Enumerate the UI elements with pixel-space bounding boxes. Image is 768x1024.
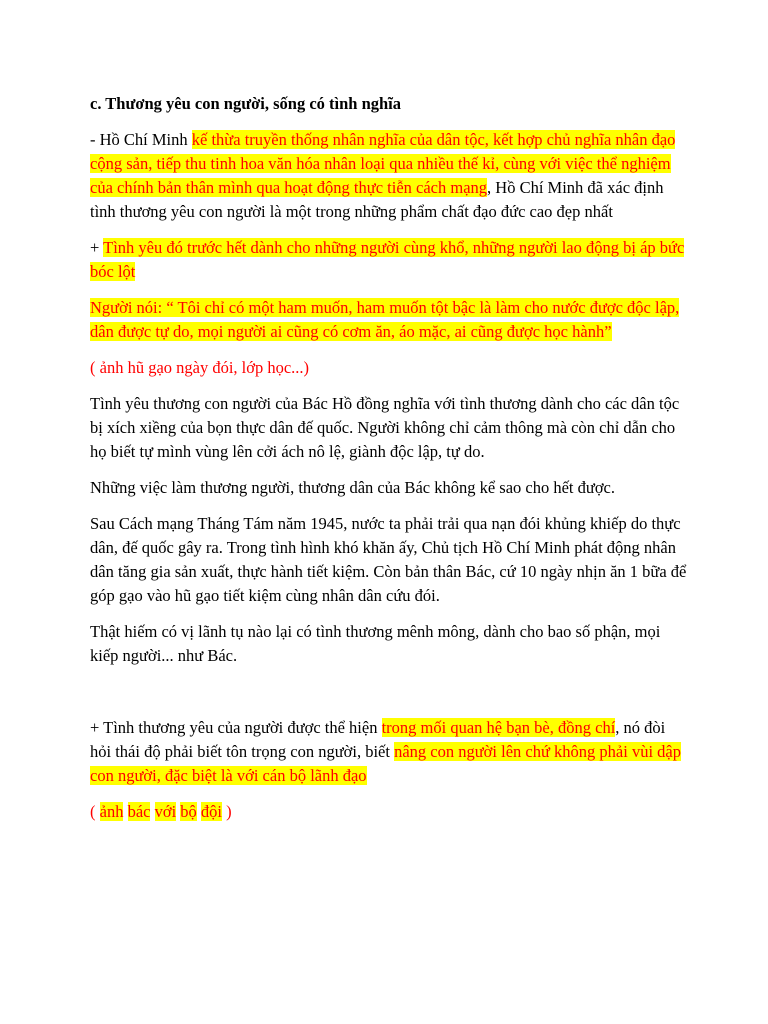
paragraph-7: Sau Cách mạng Tháng Tám năm 1945, nước ta phải trải qua nạn đói khủng khiếp do thực dân, đế quốc gây ra. Trong tình hình khó khăn ấy, Chủ tịch Hồ Chí Minh phát động nhân dân tăng gia sản xuất, thực hành tiết kiệm. Còn bản thân Bác, cứ 10 ngày nhịn ăn 1 bữa để góp gạo vào hũ gạo tiết kiệm cùng nhân dân cứu đói. <box>90 514 687 605</box>
image-note-2-word-5: đội <box>200 802 223 821</box>
image-note-2-word-4: bộ <box>180 802 197 821</box>
paragraph-1-lead: - Hồ Chí Minh <box>90 130 192 149</box>
image-note-2-word-2: bác <box>127 802 151 821</box>
image-note-2-close: ) <box>222 802 232 821</box>
paragraph-9-highlight-1: trong mối quan hệ bạn bè, đồng chí <box>381 718 616 737</box>
image-note-2-open: ( <box>90 802 100 821</box>
paragraph-6: Những việc làm thương người, thương dân của Bác không kể sao cho hết được. <box>90 478 616 497</box>
paragraph-2 <box>90 236 690 284</box>
document-body <box>90 92 690 836</box>
paragraph-1-rest: , Hồ Chí Minh đã xác định tình thương yêu con người là một trong những phẩm chất đạo đức cao đẹp nhất <box>90 178 664 221</box>
paragraph-2-lead: + <box>90 238 104 257</box>
paragraph-8: Thật hiếm có vị lãnh tụ nào lại có tình thương mênh mông, dành cho bao số phận, mọi kiếp người... như Bác. <box>90 622 661 665</box>
paragraph-1 <box>90 128 690 224</box>
paragraph-9-lead: + Tình thương yêu của người được thể hiện <box>90 718 382 737</box>
paragraph-5: Tình yêu thương con người của Bác Hồ đồng nghĩa với tình thương dành cho các dân tộc bị xích xiềng của bọn thực dân đế quốc. Người không chỉ cảm thông mà còn chỉ dẫn cho họ biết tự mình vùng lên cởi ách nô lệ, giành độc lập, tự do. <box>90 394 680 461</box>
image-note-2-word-1: ảnh <box>99 802 124 821</box>
paragraph-1-highlight: kế thừa truyền thống nhân nghĩa của dân tộc, kết hợp chủ nghĩa nhân đạo cộng sản, tiếp thu tinh hoa văn hóa nhân loại qua nhiều thế kỉ, cùng với việc thể nghiệm của chính bản thân mình qua hoạt động thực tiễn cách mạng <box>90 130 676 197</box>
image-note-1: ( ảnh hũ gạo ngày đói, lớp học...) <box>90 358 310 377</box>
image-note-2-word-3: với <box>154 802 177 821</box>
paragraph-9-highlight-2: nâng con người lên chứ không phải vùi dập con người, đặc biệt là với cán bộ lãnh đạo <box>90 742 681 785</box>
paragraph-2-highlight: Tình yêu đó trước hết dành cho những người cùng khổ, những người lao động bị áp bức bóc lột <box>90 238 685 281</box>
paragraph-9 <box>90 716 690 788</box>
section-heading: c. Thương yêu con người, sống có tình nghĩa <box>90 94 402 113</box>
blank-space <box>90 680 690 716</box>
paragraph-9-mid: , nó đòi hỏi thái độ phải biết tôn trọng con người, biết <box>90 718 666 761</box>
paragraph-3-highlight: Người nói: “ Tôi chỉ có một ham muốn, ham muốn tột bậc là làm cho nước được độc lập, dân được tự do, mọi người ai cũng có cơm ăn, áo mặc, ai cũng được học hành” <box>90 298 680 341</box>
paragraph-3-quote <box>90 296 690 344</box>
image-note-2 <box>90 800 690 824</box>
